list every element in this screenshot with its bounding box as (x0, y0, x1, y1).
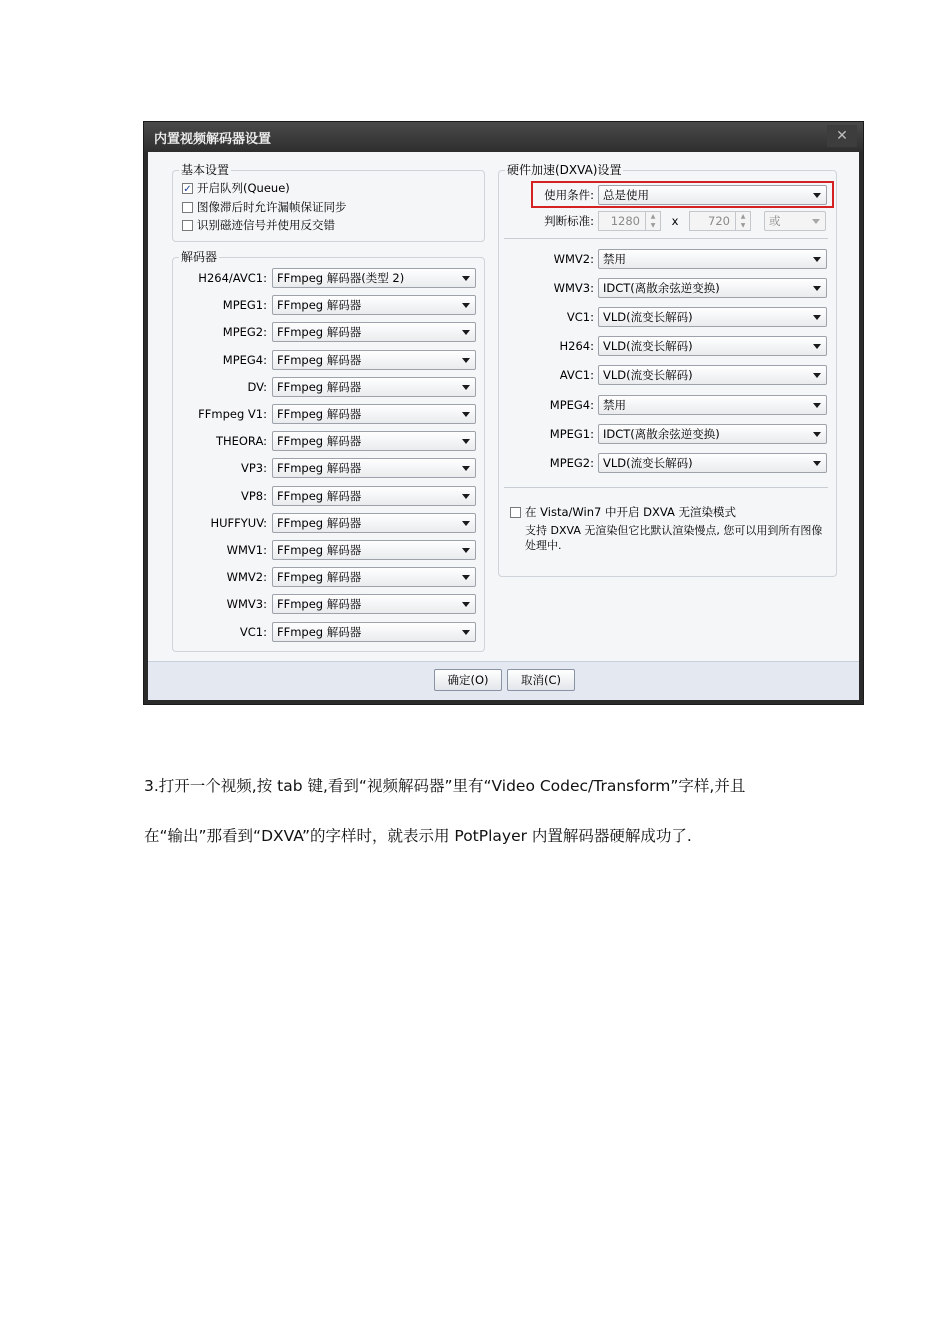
combo-value: FFmpeg 解码器 (277, 461, 362, 476)
chevron-down-icon (462, 303, 470, 308)
codec-select[interactable] (598, 424, 827, 444)
decoder-settings-dialog (143, 121, 864, 705)
row-label: AVC1: (559, 368, 594, 383)
group-label: 解码器 (181, 250, 218, 264)
vista-renderless-checkbox[interactable] (510, 505, 736, 519)
combo-value: FFmpeg 解码器 (277, 624, 362, 639)
deinterlace-checkbox[interactable] (182, 218, 335, 232)
codec-select[interactable] (272, 404, 476, 424)
chevron-down-icon (462, 385, 470, 390)
checkbox-label: 开启队列(Queue) (197, 181, 290, 195)
close-icon: ✕ (836, 128, 848, 144)
chevron-down-icon (462, 330, 470, 335)
combo-value: FFmpeg 解码器 (277, 379, 362, 394)
row-label: MPEG1: (222, 298, 267, 313)
row-label: THEORA: (215, 434, 267, 449)
combo-value: FFmpeg 解码器 (277, 407, 362, 421)
combo-value: FFmpeg 解码器 (277, 298, 362, 313)
chevron-down-icon (813, 373, 821, 378)
codec-select[interactable] (598, 249, 827, 269)
combo-value: FFmpeg 解码器 (277, 352, 362, 367)
row-label: H264/AVC1: (198, 271, 267, 285)
row-label: WMV2: (553, 252, 594, 266)
checkbox-box[interactable] (182, 220, 193, 231)
row-label: MPEG2: (549, 455, 594, 470)
combo-value: FFmpeg 解码器 (277, 543, 362, 557)
combo-value: FFmpeg 解码器 (277, 597, 362, 612)
chevron-down-icon (462, 466, 470, 471)
chevron-down-icon (462, 358, 470, 363)
spin-buttons[interactable] (735, 212, 750, 230)
group-label: 基本设置 (181, 163, 230, 177)
combo-value: IDCT(离散余弦逆变换) (603, 281, 720, 296)
row-label: MPEG1: (549, 426, 594, 441)
codec-select[interactable] (272, 431, 476, 451)
row-label: VC1: (239, 624, 267, 639)
chevron-down-icon (462, 521, 470, 526)
dialog-title: 内置视频解码器设置 (154, 132, 272, 147)
combo-value: FFmpeg 解码器 (277, 515, 362, 530)
chevron-down-icon (813, 315, 821, 320)
codec-select[interactable] (598, 307, 827, 327)
queue-checkbox[interactable] (182, 181, 290, 195)
codec-select[interactable] (272, 322, 476, 342)
codec-select[interactable] (272, 268, 476, 288)
codec-select[interactable] (272, 594, 476, 614)
checkbox-box[interactable] (182, 202, 193, 213)
criteria-label: 判断标准: (544, 214, 594, 228)
codec-select[interactable] (272, 377, 476, 397)
row-label: VC1: (566, 310, 594, 325)
chevron-down-icon (462, 439, 470, 444)
frame-drop-checkbox[interactable] (182, 200, 347, 214)
combo-value: 禁用 (603, 397, 626, 412)
decoders-group (172, 250, 485, 652)
row-label: WMV2: (226, 570, 267, 585)
codec-select[interactable] (598, 365, 827, 385)
checkbox-box[interactable] (510, 507, 521, 518)
codec-select[interactable] (272, 295, 476, 315)
chevron-down-icon (813, 403, 821, 408)
combo-value: VLD(流变长解码) (603, 310, 693, 325)
chevron-down-icon (462, 630, 470, 635)
chevron-down-icon (813, 257, 821, 262)
chevron-down-icon (462, 602, 470, 607)
row-label: H264: (559, 339, 594, 354)
combo-value: 总是使用 (603, 188, 649, 202)
row-label: WMV3: (226, 597, 267, 612)
checkbox-label: 在 Vista/Win7 中开启 DXVA 无渲染模式 (525, 505, 737, 519)
combo-value: FFmpeg 解码器 (277, 488, 362, 503)
logic-select[interactable] (764, 211, 826, 231)
cancel-button[interactable]: 取消(C) (507, 669, 575, 691)
combo-value: FFmpeg 解码器 (277, 570, 362, 585)
chevron-down-icon (813, 193, 821, 198)
row-label: DV: (247, 379, 267, 394)
title-bar[interactable] (144, 122, 863, 152)
row-label: WMV3: (553, 281, 594, 296)
combo-value: FFmpeg 解码器 (277, 325, 362, 340)
checkbox-label: 图像滞后时允许漏帧保证同步 (197, 200, 347, 214)
chevron-down-icon (462, 548, 470, 553)
spin-down-icon[interactable]: ▼ (650, 222, 656, 229)
spinner-value: 1280 (610, 214, 640, 228)
chevron-down-icon (812, 219, 820, 224)
codec-select[interactable] (272, 513, 476, 533)
times-label: x (671, 214, 679, 228)
spin-up-icon[interactable]: ▲ (740, 213, 746, 220)
vista-description: 支持 DXVA 无渲染但它比默认渲染慢点, 您可以用到所有图像处理中. (525, 524, 823, 552)
button-bar (148, 661, 859, 700)
combo-value: FFmpeg 解码器(类型 2) (277, 271, 405, 285)
divider (504, 487, 828, 488)
codec-select[interactable] (272, 567, 476, 587)
chevron-down-icon (462, 276, 470, 281)
divider (504, 238, 828, 239)
codec-select[interactable] (272, 622, 476, 642)
combo-value: 禁用 (603, 252, 626, 266)
combo-value: IDCT(离散余弦逆变换) (603, 426, 720, 441)
row-label: MPEG4: (222, 352, 267, 367)
combo-value: VLD(流变长解码) (603, 339, 693, 354)
doc-line-1: 3.打开一个视频,按 tab 键,看到“视频解码器”里有“Video Codec/Transform”字样,并且 (144, 777, 746, 795)
close-button[interactable] (827, 125, 857, 147)
row-label: WMV1: (226, 543, 267, 557)
codec-select[interactable] (272, 350, 476, 370)
row-label: HUFFYUV: (210, 515, 267, 530)
checkbox-label: 识别磁迹信号并使用反交错 (197, 218, 335, 232)
row-label: MPEG2: (222, 325, 267, 340)
codec-select[interactable] (598, 336, 827, 356)
spin-buttons[interactable] (645, 212, 660, 230)
chevron-down-icon (462, 494, 470, 499)
codec-select[interactable] (598, 278, 827, 298)
chevron-down-icon (813, 286, 821, 291)
spinner-value: 720 (708, 214, 730, 228)
row-label: FFmpeg V1: (198, 407, 267, 421)
combo-value: 或 (769, 214, 781, 228)
doc-line-2: 在“输出”那看到“DXVA”的字样时，就表示用 PotPlayer 内置解码器硬解成功了. (144, 827, 692, 845)
checkbox-box[interactable]: ✓ (183, 183, 192, 195)
condition-select[interactable] (598, 185, 827, 205)
condition-label: 使用条件: (544, 188, 594, 202)
spin-up-icon[interactable]: ▲ (650, 213, 656, 220)
codec-select[interactable] (598, 453, 827, 473)
group-label: 硬件加速(DXVA)设置 (507, 163, 622, 177)
row-label: VP3: (241, 461, 267, 476)
combo-value: VLD(流变长解码) (603, 455, 693, 470)
chevron-down-icon (813, 461, 821, 466)
chevron-down-icon (462, 412, 470, 417)
codec-select[interactable] (598, 395, 827, 415)
codec-select[interactable] (272, 486, 476, 506)
chevron-down-icon (813, 344, 821, 349)
dialog-client (148, 152, 859, 700)
row-label: VP8: (241, 488, 267, 503)
combo-value: FFmpeg 解码器 (277, 434, 362, 449)
spin-down-icon[interactable]: ▼ (740, 222, 746, 229)
combo-value: VLD(流变长解码) (603, 368, 693, 383)
ok-button[interactable]: 确定(O) (434, 669, 502, 691)
row-label: MPEG4: (549, 397, 594, 412)
codec-select[interactable] (272, 458, 476, 478)
height-spinner[interactable] (689, 211, 751, 231)
chevron-down-icon (462, 575, 470, 580)
chevron-down-icon (813, 432, 821, 437)
codec-select[interactable] (272, 540, 476, 560)
width-spinner[interactable] (598, 211, 661, 231)
